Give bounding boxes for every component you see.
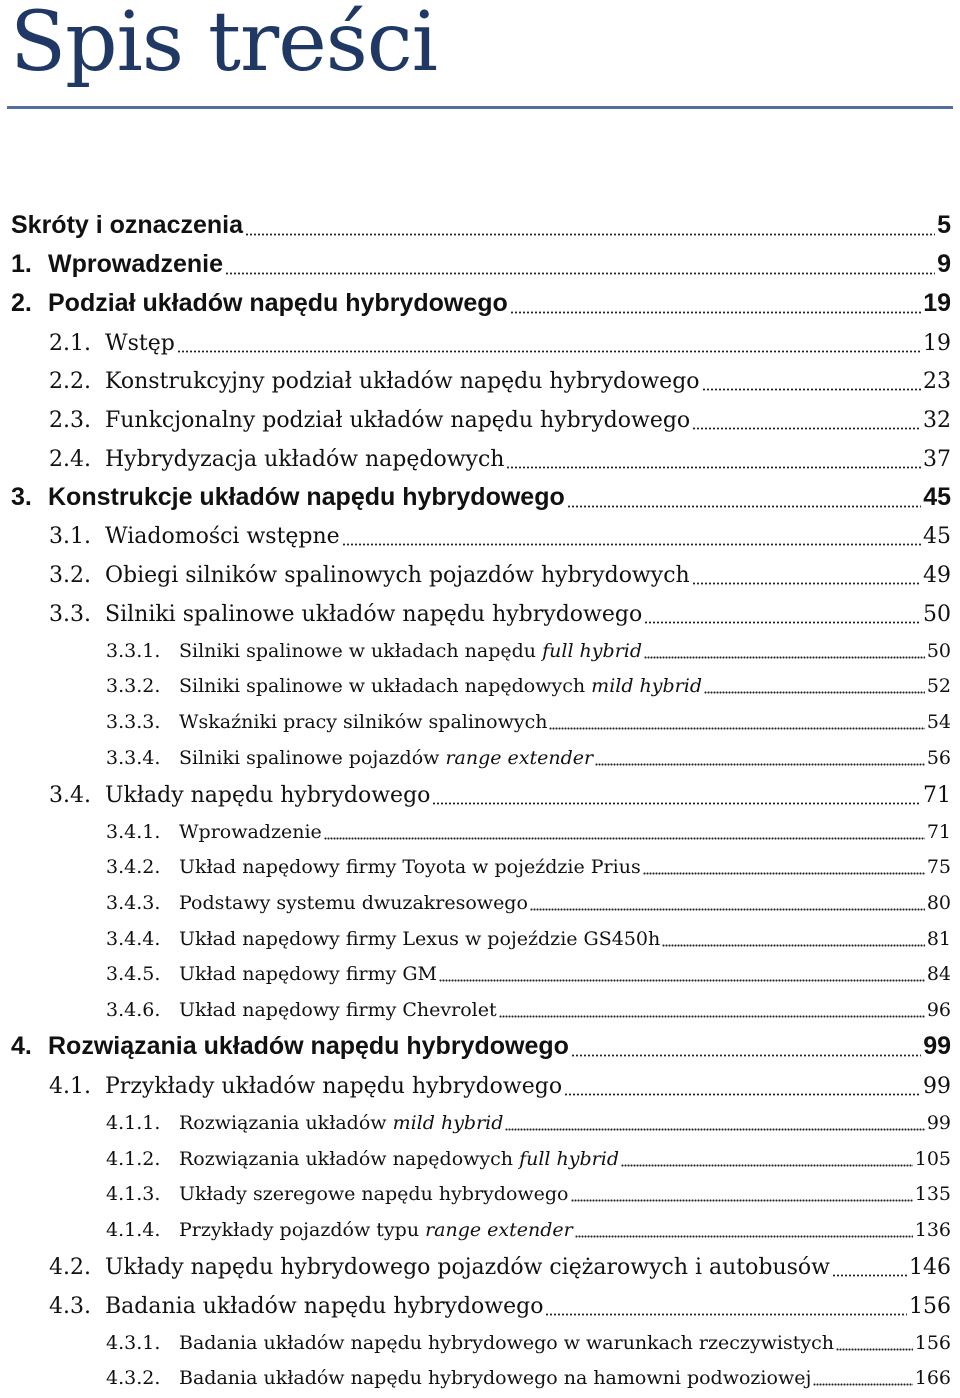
dot-leader: [643, 856, 925, 875]
toc-entry-title: [105, 330, 175, 358]
toc-entry-title: [105, 1073, 562, 1101]
toc-entry-page: 136: [914, 1219, 951, 1241]
dot-leader: [245, 211, 935, 236]
toc-entry-page: 23: [923, 369, 951, 394]
dot-leader: [644, 640, 925, 659]
title-divider: [7, 106, 953, 109]
toc-entry-title: [179, 927, 660, 951]
toc-entry-title: [105, 407, 690, 435]
dot-leader: [644, 602, 921, 624]
toc-entry-number: 3.: [11, 483, 32, 511]
toc-entry[interactable]: [49, 1291, 951, 1321]
toc-entry[interactable]: [106, 1146, 951, 1171]
toc-entry[interactable]: [49, 599, 951, 629]
toc-entry-number: 2.3.: [49, 408, 91, 433]
toc-entry[interactable]: [106, 997, 951, 1022]
toc-entry-title-text: Obiegi silników spalinowych pojazdów hybrydowych: [105, 563, 690, 588]
toc-entry-page: 49: [923, 563, 951, 588]
dot-leader: [575, 1219, 913, 1238]
toc-entry-title-italic: range extender: [425, 1219, 573, 1241]
toc-entry-page: 156: [914, 1332, 951, 1354]
toc-entry-title: [105, 562, 690, 590]
toc-entry-number: 4.1.1.: [106, 1112, 161, 1134]
toc-entry-page: 166: [914, 1367, 951, 1389]
toc-entry-page: 71: [926, 821, 951, 843]
toc-entry[interactable]: [106, 1110, 951, 1135]
toc-entry[interactable]: [49, 521, 951, 551]
toc-entry-title: [179, 674, 702, 698]
toc-entry[interactable]: [106, 854, 951, 879]
toc-entry-number: 3.4.6.: [106, 999, 161, 1021]
dot-leader: [595, 747, 925, 766]
toc-entry-page: 75: [926, 856, 951, 878]
toc-entry-title-text: Przykłady układów napędu hybrydowego: [105, 1074, 563, 1099]
toc-entry-title-text: Układy szeregowe napędu hybrydowego: [179, 1183, 569, 1205]
toc-entry-number: 4.3.2.: [106, 1367, 161, 1389]
toc-entry-title-text: Skróty i oznaczenia: [11, 211, 244, 239]
toc-entry-title: [105, 1293, 543, 1321]
toc-entry-title-text: Konstrukcje układów napędu hybrydowego: [48, 483, 565, 511]
toc-entry-title: [48, 249, 223, 280]
toc-entry-title: [179, 746, 593, 770]
toc-entry-number: 4.1.2.: [106, 1148, 161, 1170]
toc-entry-number: 3.3.2.: [106, 675, 161, 697]
dot-leader: [439, 963, 925, 982]
toc-entry-title-text: Wprowadzenie: [48, 250, 224, 278]
dot-leader: [549, 711, 924, 730]
dot-leader: [832, 1255, 907, 1277]
toc-entry-title: [105, 601, 642, 629]
toc-entry-title-italic: mild hybrid: [591, 675, 702, 697]
toc-entry-title-text: Rozwiązania układów: [179, 1112, 393, 1134]
toc-entry[interactable]: [106, 961, 951, 986]
toc-entry-title-italic: full hybrid: [519, 1148, 619, 1170]
toc-entry-title-text: Konstrukcyjny podział układów napędu hybrydowego: [105, 369, 700, 394]
toc-entry-title-text: Silniki spalinowe w układach napędu: [179, 640, 543, 662]
toc-entry-title: [179, 1366, 811, 1390]
toc-entry-title-text: Układy napędu hybrydowego pojazdów ciężarowych i autobusów: [105, 1255, 831, 1280]
toc-entry-title: [179, 820, 322, 844]
dot-leader: [692, 563, 921, 585]
toc-entry-number: 2.4.: [49, 447, 91, 472]
toc-entry-title: [179, 1111, 503, 1135]
dot-leader: [702, 369, 921, 391]
toc-entry-title-text: Układ napędowy firmy Toyota w pojeździe Prius: [179, 856, 641, 878]
toc-entry-title: [179, 639, 642, 663]
toc-entry[interactable]: [106, 890, 951, 915]
toc-entry-title: [105, 523, 340, 551]
toc-entry-page: 45: [923, 483, 951, 511]
toc-entry-number: 4.1.: [49, 1074, 91, 1099]
toc-entry-title-text: Silniki spalinowe w układach napędowych: [179, 675, 592, 697]
dot-leader: [432, 783, 921, 805]
toc-entry-title-italic: range extender: [445, 747, 594, 769]
toc-entry-page: 37: [923, 447, 951, 472]
toc-entry[interactable]: [106, 1217, 951, 1242]
toc-entry[interactable]: [49, 405, 951, 435]
toc-entry-number: 3.4.1.: [106, 821, 161, 843]
toc-entry-title: [179, 891, 528, 915]
toc-entry-title-italic: full hybrid: [542, 640, 643, 662]
toc-entry-title-text: Układ napędowy firmy Lexus w pojeździe GS450h: [179, 928, 661, 950]
toc-entry[interactable]: [49, 444, 951, 474]
dot-leader: [567, 483, 921, 508]
dot-leader: [177, 331, 921, 353]
toc-entry-page: 81: [926, 928, 951, 950]
toc-entry-number: 4.1.3.: [106, 1183, 161, 1205]
dot-leader: [564, 1074, 921, 1096]
toc-entry-title: [179, 1218, 573, 1242]
toc-entry-title: [179, 1331, 834, 1355]
toc-entry-title-text: Silniki spalinowe pojazdów: [179, 747, 446, 769]
toc-entry-page: 135: [914, 1183, 951, 1205]
toc-entry-title-text: Układy napędu hybrydowego: [105, 783, 431, 808]
toc-entry-number: 3.3.3.: [106, 711, 161, 733]
toc-entry-title-text: Wstęp: [105, 331, 175, 356]
toc-entry-title: [105, 368, 700, 396]
toc-entry-page: 19: [923, 331, 951, 356]
toc-entry-page: 96: [926, 999, 951, 1021]
toc-entry-page: 84: [926, 963, 951, 985]
toc-entry-page: 19: [923, 289, 951, 317]
dot-leader: [499, 999, 925, 1018]
toc-entry[interactable]: [49, 560, 951, 590]
dot-leader: [505, 1112, 924, 1131]
toc-entry-title: [105, 782, 430, 810]
toc-entry[interactable]: [106, 819, 951, 844]
page-title: Spis treści: [10, 0, 437, 90]
dot-leader: [704, 675, 925, 694]
toc-entry-number: 2.: [11, 289, 32, 317]
toc-entry-title-text: Wiadomości wstępne: [105, 524, 340, 549]
toc-entry-title-text: Przykłady pojazdów typu: [179, 1219, 426, 1241]
toc-entry-page: 32: [923, 408, 951, 433]
toc-entry-number: 3.3.1.: [106, 640, 161, 662]
dot-leader: [662, 928, 925, 947]
dot-leader: [545, 1294, 907, 1316]
toc-entry[interactable]: [106, 673, 951, 698]
toc-entry-page: 45: [923, 524, 951, 549]
toc-entry-title-text: Badania układów napędu hybrydowego w warunkach rzeczywistych: [179, 1332, 834, 1354]
toc-entry[interactable]: [11, 208, 951, 241]
dot-leader: [510, 289, 921, 314]
dot-leader: [813, 1367, 912, 1386]
toc-entry-title: [179, 1147, 619, 1171]
toc-entry-title: [48, 288, 508, 319]
dot-leader: [530, 892, 925, 911]
toc-entry-page: 80: [926, 892, 951, 914]
toc-entry-title: [105, 446, 504, 474]
toc-entry-title-text: Układ napędowy firmy GM: [179, 963, 438, 985]
toc-entry[interactable]: [49, 1252, 951, 1282]
toc-entry-title-text: Podział układów napędu hybrydowego: [48, 289, 508, 317]
toc-entry-title: [48, 482, 565, 513]
toc-entry[interactable]: [11, 1029, 951, 1062]
toc-entry[interactable]: [11, 480, 951, 513]
toc-entry[interactable]: [49, 1071, 951, 1101]
toc-entry[interactable]: [106, 1181, 951, 1206]
dot-leader: [836, 1332, 913, 1351]
toc-entry-page: 54: [926, 711, 951, 733]
toc-entry-number: 2.2.: [49, 369, 91, 394]
toc-entry[interactable]: [106, 1365, 951, 1390]
toc-entry[interactable]: [11, 247, 951, 280]
toc-entry-number: 2.1.: [49, 331, 91, 356]
toc-entry-title: [11, 210, 243, 241]
dot-leader: [571, 1183, 913, 1202]
toc-entry-title-text: Badania układów napędu hybrydowego na hamowni podwoziowej: [179, 1367, 812, 1389]
toc-entry-number: 4.2.: [49, 1255, 91, 1280]
toc-entry-number: 4.1.4.: [106, 1219, 161, 1241]
toc-entry-page: 50: [926, 640, 951, 662]
toc-entry[interactable]: [49, 366, 951, 396]
toc-entry-number: 3.4.5.: [106, 963, 161, 985]
toc-entry-title-text: Układ napędowy firmy Chevrolet: [179, 999, 497, 1021]
toc-entry-title: [179, 1182, 569, 1206]
toc-entry-title-text: Wskaźniki pracy silników spalinowych: [179, 711, 548, 733]
toc-entry-page: 146: [909, 1255, 951, 1280]
toc-entry-page: 99: [926, 1112, 951, 1134]
toc-entry-number: 3.3.4.: [106, 747, 161, 769]
toc-entry-number: 3.4.2.: [106, 856, 161, 878]
toc-entry-title-italic: mild hybrid: [392, 1112, 504, 1134]
toc-entry[interactable]: [106, 745, 951, 770]
toc-entry-page: 99: [923, 1032, 951, 1060]
toc-entry-number: 3.1.: [49, 524, 91, 549]
toc-entry-number: 1.: [11, 250, 32, 278]
toc-entry-number: 4.: [11, 1032, 32, 1060]
toc-entry-number: 4.3.: [49, 1294, 91, 1319]
toc-entry-page: 5: [937, 211, 951, 239]
toc-entry-title-text: Podstawy systemu dwuzakresowego: [179, 892, 528, 914]
toc-entry[interactable]: [11, 286, 951, 319]
toc-entry-title: [48, 1031, 569, 1062]
toc-entry[interactable]: [106, 1330, 951, 1355]
toc-entry-page: 50: [923, 602, 951, 627]
toc-entry-title: [179, 998, 497, 1022]
toc-entry-number: 3.3.: [49, 602, 91, 627]
dot-leader: [342, 524, 921, 546]
toc-entry-number: 3.2.: [49, 563, 91, 588]
dot-leader: [506, 447, 921, 469]
toc-entry-number: 3.4.3.: [106, 892, 161, 914]
toc-entry[interactable]: [49, 780, 951, 810]
toc-entry-title-text: Hybrydyzacja układów napędowych: [105, 447, 505, 472]
toc-entry[interactable]: [106, 638, 951, 663]
toc-entry-number: 3.4.: [49, 783, 91, 808]
toc-entry-title-text: Badania układów napędu hybrydowego: [105, 1294, 544, 1319]
toc-entry-page: 71: [923, 783, 951, 808]
toc-entry-title: [179, 962, 437, 986]
dot-leader: [324, 821, 925, 840]
toc-entry-page: 9: [937, 250, 951, 278]
toc-entry-title-text: Funkcjonalny podział układów napędu hybrydowego: [105, 408, 691, 433]
toc-entry-title: [179, 710, 547, 734]
toc-entry-title-text: Silniki spalinowe układów napędu hybrydowego: [105, 602, 643, 627]
toc-entry-title-text: Wprowadzenie: [179, 821, 322, 843]
toc-entry-page: 99: [923, 1074, 951, 1099]
toc-entry-number: 4.3.1.: [106, 1332, 161, 1354]
toc-entry-number: 3.4.4.: [106, 928, 161, 950]
toc-entry[interactable]: [106, 926, 951, 951]
toc-entry-title-text: Rozwiązania układów napędowych: [179, 1148, 520, 1170]
dot-leader: [621, 1148, 913, 1167]
toc-entry[interactable]: [106, 709, 951, 734]
dot-leader: [571, 1032, 921, 1057]
toc-entry-page: 56: [926, 747, 951, 769]
dot-leader: [225, 250, 935, 275]
toc-entry-title-text: Rozwiązania układów napędu hybrydowego: [48, 1032, 569, 1060]
toc-entry-page: 105: [914, 1148, 951, 1170]
dot-leader: [692, 408, 921, 430]
toc-entry-title: [105, 1254, 830, 1282]
toc-entry[interactable]: [49, 328, 951, 358]
toc-entry-page: 156: [909, 1294, 951, 1319]
toc-entry-page: 52: [926, 675, 951, 697]
toc-entry-title: [179, 855, 641, 879]
